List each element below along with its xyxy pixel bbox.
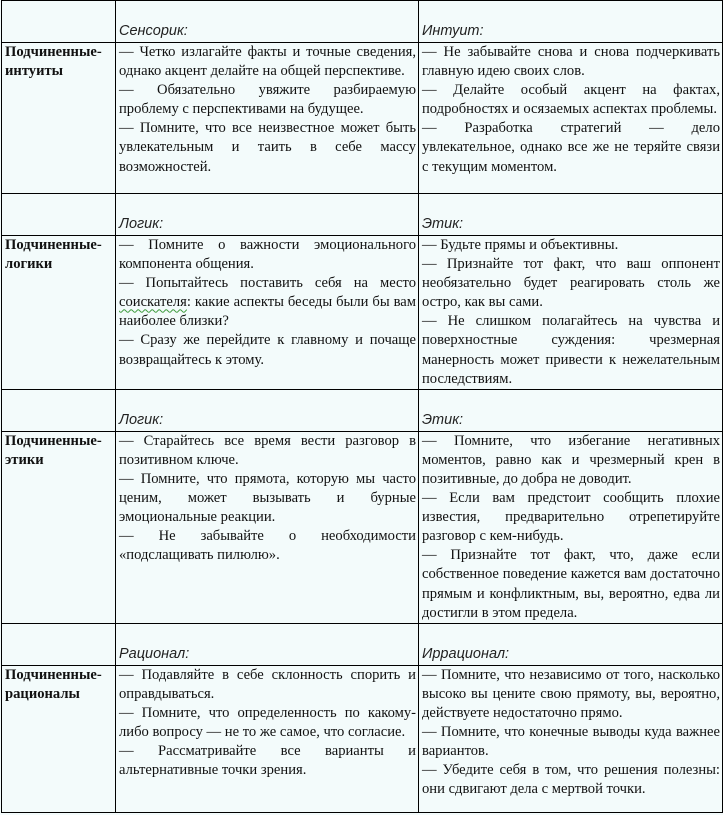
- tip-text: — Помните, что прямота, которую мы часто ценим, может вызывать и бурные эмоциональные реакции.: [119, 470, 416, 526]
- tip-text: — Помните, что избегание негативных моментов, равно как и чрезмерный крен в позитивные, до добра не доводит.: [422, 432, 720, 487]
- tip-text: — Признайте тот факт, что, даже если собственное поведение кажется вам достаточно прямым и конфликтным, вы, вероятно, едва ли достигли в этом предела.: [422, 547, 720, 621]
- tips-cell-right: [419, 431, 723, 623]
- tip-text: — Делайте особый акцент на фактах, подробностях и осязаемых аспектах проблемы.: [422, 82, 720, 118]
- tip-text: — Сразу же перейдите к главному и почаще возвращайтесь к этому.: [119, 332, 416, 368]
- tip-text: — Если вам предстоит сообщить плохие известия, предварительно отрепетируйте разговор с кем-нибудь.: [422, 490, 720, 545]
- tips-cell-right: [419, 43, 723, 194]
- tip-text-part: — Попытайтесь поставить себя на место: [119, 275, 416, 292]
- tip-text: — Помните о важности эмоционального компонента общения.: [119, 237, 416, 273]
- tips-cell-left: [116, 665, 419, 812]
- tips-cell-left: [116, 43, 419, 194]
- tip-text: — Не слишком полагайтесь на чувства и поверхностные суждения: чрезмерная манерность может привести к нежелательным последствиям.: [422, 313, 720, 387]
- type-header-intuit: Интуит:: [419, 1, 723, 43]
- tip-text: — Рассматривайте все варианты и альтернативные точки зрения.: [119, 743, 416, 779]
- tip-text: — Будьте прямы и объективны.: [422, 237, 619, 253]
- tip-text: — Старайтесь все время вести разговор в позитивном ключе.: [119, 432, 416, 468]
- tip-text: — Четко излагайте факты и точные сведения, однако акцент делайте на общей перспективе.: [119, 44, 416, 80]
- table-row: [2, 431, 723, 623]
- section-header-row: [2, 389, 723, 431]
- tip-text: — Разработка стратегий — дело увлекательное, однако все же не теряйте связи с текущим моментом.: [422, 120, 720, 175]
- tips-cell-right: [419, 665, 723, 812]
- spellcheck-flagged-word[interactable]: соискателя: [119, 294, 187, 311]
- tip-text-part: : какие аспекты беседы были бы вам наиболее близки?: [119, 294, 416, 330]
- tip-text: — Подавляйте в себе склонность спорить и оправдываться.: [119, 666, 416, 702]
- tip-text: — Признайте тот факт, что ваш оппонент необязательно будет реагировать столь же остро, как вы сами.: [422, 256, 720, 311]
- row-label-intuits: Подчиненные-интуиты: [2, 43, 116, 194]
- tip-text: — Помните, что все неизвестное может быть увлекательным и таить в себе массу возможностей.: [119, 120, 416, 175]
- type-header-rational: Рационал:: [116, 623, 419, 665]
- tip-text: — Помните, что независимо от того, насколько высоко вы цените свою прямоту, вы, вероятно, действуете недостаточно прямо.: [422, 666, 720, 721]
- tip-text: — Помните, что определенность по какому-либо вопросу — не то же самое, что согласие.: [119, 704, 416, 740]
- tip-text: — Помните, что конечные выводы куда важнее вариантов.: [422, 723, 720, 760]
- tip-text: [119, 274, 416, 331]
- empty-header-cell: [2, 194, 116, 236]
- tip-text: — Убедите себя в том, что решения полезны: они сдвигают дела с мертвой точки.: [422, 762, 720, 798]
- type-header-ethic: Этик:: [419, 194, 723, 236]
- type-header-logic: Логик:: [116, 389, 419, 431]
- tips-cell-left: [116, 431, 419, 623]
- table-row: [2, 236, 723, 390]
- empty-header-cell: [2, 1, 116, 43]
- type-header-ethic: Этик:: [419, 389, 723, 431]
- tip-text: — Не забывайте о необходимости «подслащивать пилюлю».: [119, 528, 416, 564]
- row-label-rationals: Подчиненные-рационалы: [2, 665, 116, 812]
- table-row: [2, 665, 723, 812]
- row-label-ethics: Подчиненные-этики: [2, 431, 116, 623]
- tips-cell-left: [116, 236, 419, 390]
- type-header-logic: Логик:: [116, 194, 419, 236]
- tip-text: — Не забывайте снова и снова подчеркивать главную идею своих слов.: [422, 44, 720, 80]
- empty-header-cell: [2, 389, 116, 431]
- section-header-row: [2, 1, 723, 43]
- table-row: [2, 43, 723, 194]
- section-header-row: [2, 623, 723, 665]
- type-header-sensor: Сенсорик:: [116, 1, 419, 43]
- section-header-row: [2, 194, 723, 236]
- empty-header-cell: [2, 623, 116, 665]
- tip-text: — Обязательно увяжите разбираемую проблему с перспективами на будущее.: [119, 82, 416, 118]
- row-label-logics: Подчиненные-логики: [2, 236, 116, 390]
- advice-table: [1, 0, 723, 813]
- type-header-irrational: Иррационал:: [419, 623, 723, 665]
- tips-cell-right: [419, 236, 723, 390]
